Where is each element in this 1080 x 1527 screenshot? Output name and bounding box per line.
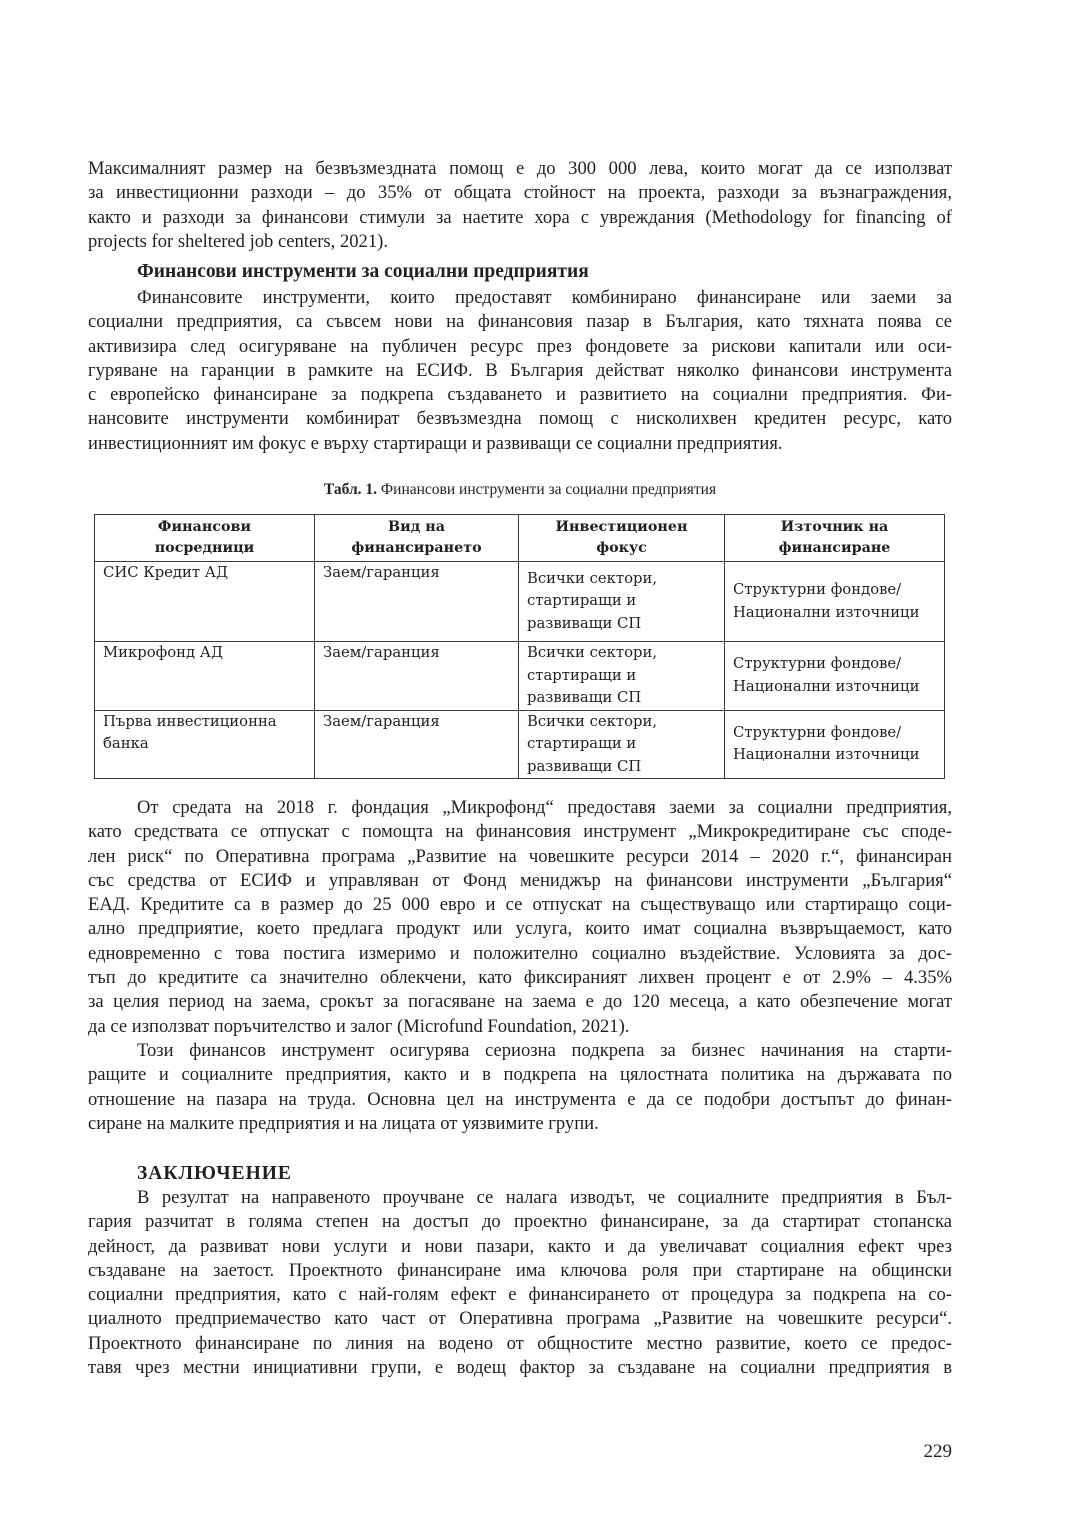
text-line: лен риск“ по Оперативна програма „Развитие на човешките ресурси 2014 – 2020 г.“, финансиран bbox=[88, 845, 952, 867]
cell-intermediary: Микрофонд АД bbox=[95, 642, 315, 711]
text-line: дейност, да развиват нови услуги и нови пазари, както и да увеличават социалния ефект чрез bbox=[88, 1235, 952, 1257]
cell-intermediary: СИС Кредит АД bbox=[95, 562, 315, 642]
paragraph-instrument-support bbox=[88, 1039, 952, 1136]
paragraph-intro bbox=[88, 157, 952, 254]
text-line: гуряване на гаранции в рамките на ЕСИФ. В България действат няколко финансови инструмента bbox=[88, 359, 952, 381]
text-line: гария разчитат в голяма степен на достъп до проектно финансиране, за да стартират стопанска bbox=[88, 1211, 952, 1233]
text-line: ЕАД. Кредитите са в размер до 25 000 евро и се отпускат на съществуващо или стартиращо соци- bbox=[88, 894, 952, 916]
text-line: със средства от ЕСИФ и управляван от Фонд мениджър на финансови инструменти „България“ bbox=[88, 869, 952, 891]
text-line: Финансовите инструменти, които предоставят комбинирано финансиране или заеми за bbox=[137, 287, 952, 308]
paragraph-microfund bbox=[88, 796, 952, 1039]
table-caption-text: Финансови инструменти за социални предприятия bbox=[377, 481, 717, 498]
cell-investment-focus: Всички сектори, стартиращи и развиващи СП bbox=[519, 562, 725, 642]
cell-funding-source: Структурни фондове/ Национални източници bbox=[725, 642, 945, 711]
text-line: социални предприятия, са съвсем нови на финансовия пазар в България, като тяхната поява се bbox=[88, 311, 952, 333]
cell-investment-focus: Всички сектори, стартиращи и развиващи СП bbox=[519, 642, 725, 711]
text-line: активизира след осигуряване на публичен ресурс през фондовете за рискови капитали или оси- bbox=[88, 335, 952, 357]
text-line: създаване на заетост. Проектното финансиране има ключова роля при стартиране на общински bbox=[88, 1259, 952, 1281]
cell-financing-type: Заем/гаранция bbox=[315, 642, 519, 711]
cell-funding-source: Структурни фондове/ Национални източници bbox=[725, 710, 945, 779]
text-line: както и разходи за финансови стимули за наетите хора с увреждания (Methodology for financing of bbox=[88, 206, 952, 228]
column-header-investment-focus: Инвестиционен фокус bbox=[519, 515, 725, 562]
text-line: Проектното финансиране по линия на водено от общностите местно развитие, което се предос- bbox=[88, 1332, 952, 1354]
page-number: 229 bbox=[923, 1441, 952, 1462]
table-caption bbox=[88, 480, 952, 500]
text-line: сиране на малките предприятия и на лицата от уязвимите групи. bbox=[88, 1112, 599, 1134]
text-line: с европейско финансиране за подкрепа създаването и развитието на социални предприятия. Фи- bbox=[88, 384, 952, 406]
cell-financing-type: Заем/гаранция bbox=[315, 562, 519, 642]
text-line: projects for sheltered job centers, 2021). bbox=[88, 230, 388, 252]
column-header-intermediaries: Финансови посредници bbox=[95, 515, 315, 562]
text-line: нансовите инструменти комбинират безвъзмездна помощ с нисколихвен кредитен ресурс, като bbox=[88, 408, 952, 430]
text-line: циалното предприемачество като част от Оперативна програма „Развитие на човешките ресурси“. bbox=[88, 1308, 952, 1330]
text-line: социални предприятия, като с най-голям ефект е финансирането от процедура за подкрепа на со- bbox=[88, 1284, 952, 1306]
text-line: От средата на 2018 г. фондация „Микрофонд“ предоставя заеми за социални предприятия, bbox=[137, 797, 952, 818]
text-line: В резултат на направеното проучване се налага изводът, че социалните предприятия в Бъл- bbox=[137, 1187, 952, 1208]
text-line: да се използват поръчителство и залог (Microfund Foundation, 2021). bbox=[88, 1015, 630, 1037]
text-line: инвестиционният им фокус е върху стартиращи и развиващи се социални предприятия. bbox=[88, 432, 783, 454]
paragraph-financial-instruments bbox=[88, 286, 952, 456]
text-line: едновременно с това постига измеримо и положително социално въздействие. Условията за дос- bbox=[88, 942, 952, 964]
text-line: за целия период на заема, срокът за погасяване на заема е до 120 месеца, а като обезпечение могат bbox=[88, 991, 952, 1013]
cell-intermediary: Първа инвестиционна банка bbox=[95, 710, 315, 779]
paragraph-conclusion bbox=[88, 1186, 952, 1380]
section-heading-financial-instruments: Финансови инструменти за социални предприятия bbox=[137, 261, 589, 282]
table-header-row bbox=[95, 515, 945, 562]
text-line: тъп до кредитите са значително облекчени, като фиксираният лихвен процент е от 2.9% – 4.35% bbox=[88, 967, 952, 989]
text-line: Този финансов инструмент осигурява сериозна подкрепа за бизнес начинания на старти- bbox=[137, 1040, 952, 1061]
table-row bbox=[95, 642, 945, 711]
cell-investment-focus: Всички сектори, стартиращи и развиващи СП bbox=[519, 710, 725, 779]
section-heading-conclusion: ЗАКЛЮЧЕНИЕ bbox=[137, 1163, 292, 1184]
column-header-financing-type: Вид на финансирането bbox=[315, 515, 519, 562]
text-line: като средствата се отпускат с помощта на финансовия инструмент „Микрокредитиране със споде- bbox=[88, 821, 952, 843]
text-line: тавя чрез местни инициативни групи, е водещ фактор за създаване на социални предприятия в bbox=[88, 1357, 952, 1379]
cell-financing-type: Заем/гаранция bbox=[315, 710, 519, 779]
financial-instruments-table bbox=[94, 514, 945, 779]
text-line: ално предприятие, което предлага продукт или услуга, които имат социална възвръщаемост, като bbox=[88, 918, 952, 940]
text-line: Максималният размер на безвъзмездната помощ е до 300 000 лева, които могат да се използват bbox=[88, 158, 952, 179]
table-row bbox=[95, 710, 945, 779]
text-line: за инвестиционни разходи – до 35% от общата стойност на проекта, разходи за възнаграждения, bbox=[88, 182, 952, 204]
text-line: ращите и социалните предприятия, както и в подкрепа на цялостната политика на държавата по bbox=[88, 1064, 952, 1086]
table-caption-label: Табл. 1. bbox=[323, 481, 378, 498]
column-header-funding-source: Източник на финансиране bbox=[725, 515, 945, 562]
text-line: отношение на пазара на труда. Основна цел на инструмента е да се подобри достъпът до финан- bbox=[88, 1088, 952, 1110]
cell-funding-source: Структурни фондове/ Национални източници bbox=[725, 562, 945, 642]
table-row bbox=[95, 562, 945, 642]
